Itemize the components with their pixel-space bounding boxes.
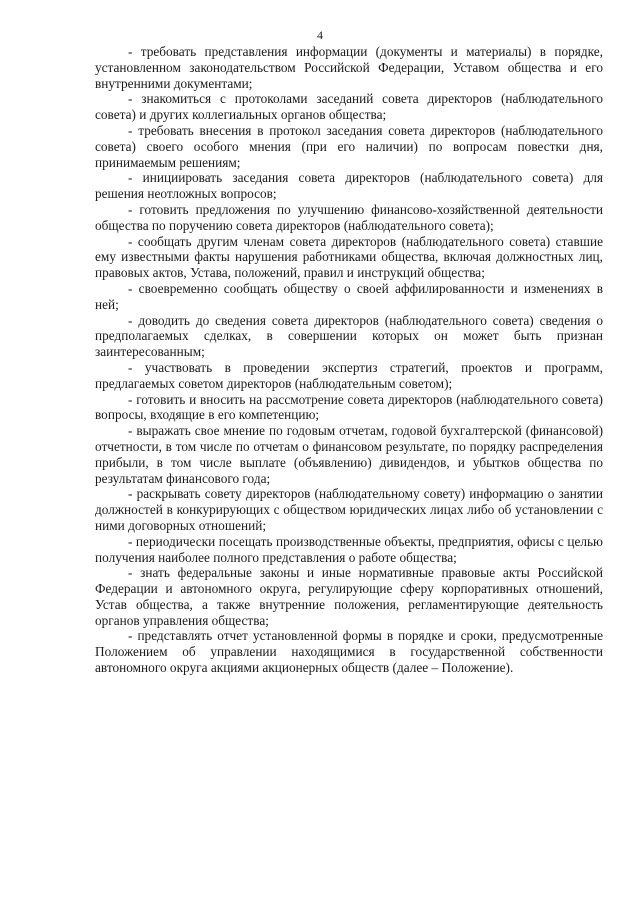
list-item: - знакомиться с протоколами заседаний совета директоров (наблюдательного совета) и других коллегиальных органов общества; (95, 91, 603, 123)
list-item: - своевременно сообщать обществу о своей аффилированности и изменениях в ней; (95, 280, 603, 312)
list-item: - требовать представления информации (документы и материалы) в порядке, установленном законодательством Российской Федерации, Уставом общества и его внутренними документами; (95, 44, 603, 91)
list-item: - участвовать в проведении экспертиз стратегий, проектов и программ, предлагаемых советом директоров (наблюдательным советом); (95, 359, 603, 391)
document-body (95, 44, 603, 676)
list-item: - выражать свое мнение по годовым отчетам, годовой бухгалтерской (финансовой) отчетности, в том числе по отчетам о финансовом результате, по порядку распределения прибыли, в том числе выплате (объявлению) дивидендов, и убытков общества по результатам финансового года; (95, 423, 603, 486)
list-item: - готовить предложения по улучшению финансово-хозяйственной деятельности общества по поручению совета директоров (наблюдательного совета); (95, 201, 603, 233)
list-item: - раскрывать совету директоров (наблюдательному совету) информацию о занятии должностей в конкурирующих с обществом юридических лицах либо об установлении с ними договорных отношений; (95, 486, 603, 533)
list-item: - периодически посещать производственные объекты, предприятия, офисы с целью получения наиболее полного представления о работе общества; (95, 533, 603, 565)
page-number: 4 (317, 28, 323, 42)
list-item: - готовить и вносить на рассмотрение совета директоров (наблюдательного совета) вопросы, входящие в его компетенцию; (95, 391, 603, 423)
list-item: - знать федеральные законы и иные нормативные правовые акты Российской Федерации и автономного округа, регулирующие сферу корпоративных отношений, Устав общества, а также внутренние положения, регламентирующие деятельность органов управления общества; (95, 565, 603, 628)
list-item: - требовать внесения в протокол заседания совета директоров (наблюдательного совета) своего особого мнения (при его наличии) по вопросам повестки дня, принимаемым решениям; (95, 122, 603, 170)
list-item: - доводить до сведения совета директоров (наблюдательного совета) сведения о предполагаемых сделках, в совершении которых он может быть признан заинтересованным; (95, 312, 603, 360)
list-item: - сообщать другим членам совета директоров (наблюдательного совета) ставшие ему известными факты нарушения работниками общества, включая должностных лиц, правовых актов, Устава, положений, правил и инструкций общества; (95, 233, 603, 281)
list-item: - инициировать заседания совета директоров (наблюдательного совета) для решения неотложных вопросов; (95, 170, 603, 202)
list-item: - представлять отчет установленной формы в порядке и сроки, предусмотренные Положением об управлении находящимися в государственной собственности автономного округа акциями акционерных обществ (далее – Положение). (95, 628, 603, 676)
